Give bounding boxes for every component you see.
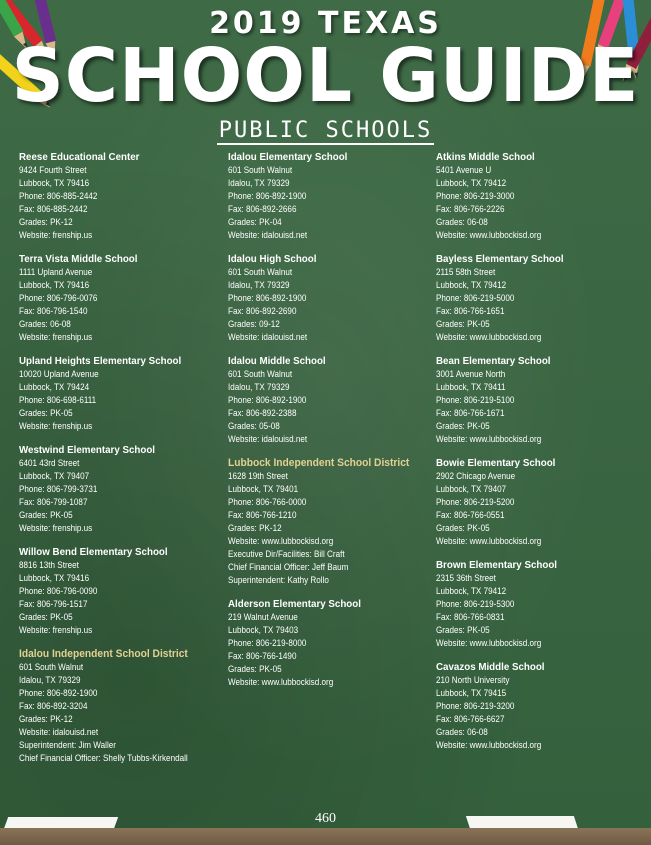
page-number: 460 <box>315 811 336 826</box>
section-subtitle: PUBLIC SCHOOLS <box>218 118 433 143</box>
fax-line: Fax: 806-892-3204 <box>19 701 88 711</box>
phone-line: Phone: 806-219-3000 <box>436 191 515 201</box>
street-address: 601 South Walnut <box>228 369 293 379</box>
street-address: 9424 Fourth Street <box>19 165 87 175</box>
website-line: Website: www.lubbockisd.org <box>228 677 334 687</box>
website-line: Website: frenship.us <box>19 523 93 533</box>
street-address: 8816 13th Street <box>19 560 79 570</box>
city-state-zip: Idalou, TX 79329 <box>228 382 290 392</box>
city-state-zip: Lubbock, TX 79401 <box>228 484 299 494</box>
city-state-zip: Lubbock, TX 79416 <box>19 280 90 290</box>
phone-line: Phone: 806-219-5300 <box>436 599 515 609</box>
school-name: Reese Educational Center <box>19 151 140 163</box>
school-entry <box>228 253 428 344</box>
grades-line: Grades: PK-05 <box>228 664 282 674</box>
detail-line: Chief Financial Officer: Shelly Tubbs-Kirkendall <box>19 753 188 763</box>
column-1 <box>19 151 219 776</box>
website-line: Website: www.lubbockisd.org <box>436 638 542 648</box>
fax-line: Fax: 806-885-2442 <box>19 204 88 214</box>
phone-line: Phone: 806-892-1900 <box>228 191 307 201</box>
website-line: Website: www.lubbockisd.org <box>436 740 542 750</box>
street-address: 601 South Walnut <box>228 165 293 175</box>
year-title: 2019 TEXAS <box>209 6 442 41</box>
school-name: Cavazos Middle School <box>436 661 545 673</box>
detail-line: Executive Dir/Facilities: Bill Craft <box>228 549 345 559</box>
fax-line: Fax: 806-766-1490 <box>228 651 297 661</box>
website-line: Website: frenship.us <box>19 625 93 635</box>
school-name: Bowie Elementary School <box>436 457 556 469</box>
grades-line: Grades: PK-12 <box>19 217 73 227</box>
grades-line: Grades: 06-08 <box>19 319 71 329</box>
district-name: Idalou Independent School District <box>19 648 188 660</box>
school-name: Willow Bend Elementary School <box>19 546 168 558</box>
grades-line: Grades: PK-05 <box>436 625 490 635</box>
grades-line: Grades: PK-12 <box>228 523 282 533</box>
street-address: 210 North University <box>436 675 510 685</box>
grades-line: Grades: PK-05 <box>19 510 73 520</box>
school-entry <box>228 598 428 689</box>
column-3 <box>436 151 636 763</box>
phone-line: Phone: 806-892-1900 <box>228 293 307 303</box>
school-name: Westwind Elementary School <box>19 444 156 456</box>
school-entry <box>19 253 219 344</box>
grades-line: Grades: PK-05 <box>436 523 490 533</box>
fax-line: Fax: 806-796-1540 <box>19 306 88 316</box>
school-name: Upland Heights Elementary School <box>19 355 182 367</box>
district-entry <box>228 457 428 587</box>
school-entry <box>19 151 219 242</box>
phone-line: Phone: 806-892-1900 <box>228 395 307 405</box>
fax-line: Fax: 806-796-1517 <box>19 599 88 609</box>
school-name: Bean Elementary School <box>436 355 551 367</box>
fax-line: Fax: 806-766-1651 <box>436 306 505 316</box>
website-line: Website: frenship.us <box>19 421 93 431</box>
street-address: 10020 Upland Avenue <box>19 369 99 379</box>
school-entry <box>19 444 219 535</box>
school-entry <box>436 253 636 344</box>
school-entry <box>19 546 219 637</box>
street-address: 2902 Chicago Avenue <box>436 471 516 481</box>
street-address: 2315 36th Street <box>436 573 496 583</box>
website-line: Website: www.lubbockisd.org <box>436 434 542 444</box>
column-2 <box>228 151 428 700</box>
school-name: Atkins Middle School <box>436 151 535 163</box>
street-address: 601 South Walnut <box>228 267 293 277</box>
website-line: Website: frenship.us <box>19 230 93 240</box>
school-entry <box>436 559 636 650</box>
street-address: 601 South Walnut <box>19 662 84 672</box>
city-state-zip: Lubbock, TX 79424 <box>19 382 90 392</box>
website-line: Website: frenship.us <box>19 332 93 342</box>
city-state-zip: Lubbock, TX 79412 <box>436 280 507 290</box>
street-address: 1111 Upland Avenue <box>19 267 93 277</box>
phone-line: Phone: 806-766-0000 <box>228 497 307 507</box>
fax-line: Fax: 806-892-2666 <box>228 204 297 214</box>
grades-line: Grades: PK-04 <box>228 217 282 227</box>
phone-line: Phone: 806-799-3731 <box>19 484 98 494</box>
street-address: 6401 43rd Street <box>19 458 80 468</box>
school-name: Idalou Middle School <box>228 355 326 367</box>
phone-line: Phone: 806-892-1900 <box>19 688 98 698</box>
district-entry <box>19 648 219 765</box>
phone-line: Phone: 806-796-0090 <box>19 586 98 596</box>
city-state-zip: Lubbock, TX 79415 <box>436 688 507 698</box>
website-line: Website: www.lubbockisd.org <box>436 536 542 546</box>
fax-line: Fax: 806-766-0551 <box>436 510 505 520</box>
phone-line: Phone: 806-219-5200 <box>436 497 515 507</box>
fax-line: Fax: 806-766-1671 <box>436 408 505 418</box>
fax-line: Fax: 806-799-1087 <box>19 497 88 507</box>
city-state-zip: Lubbock, TX 79407 <box>19 471 90 481</box>
phone-line: Phone: 806-796-0076 <box>19 293 98 303</box>
fax-line: Fax: 806-892-2388 <box>228 408 297 418</box>
school-entry <box>19 355 219 433</box>
phone-line: Phone: 806-219-3200 <box>436 701 515 711</box>
fax-line: Fax: 806-766-2226 <box>436 204 505 214</box>
city-state-zip: Lubbock, TX 79407 <box>436 484 507 494</box>
grades-line: Grades: PK-05 <box>436 319 490 329</box>
phone-line: Phone: 806-219-8000 <box>228 638 307 648</box>
city-state-zip: Lubbock, TX 79403 <box>228 625 299 635</box>
grades-line: Grades: 06-08 <box>436 217 488 227</box>
phone-line: Phone: 806-698-6111 <box>19 395 97 405</box>
street-address: 5401 Avenue U <box>436 165 492 175</box>
street-address: 1628 19th Street <box>228 471 288 481</box>
grades-line: Grades: PK-05 <box>19 612 73 622</box>
website-line: Website: idalouisd.net <box>228 434 308 444</box>
website-line: Website: www.lubbockisd.org <box>228 536 334 546</box>
school-entry <box>228 151 428 242</box>
city-state-zip: Idalou, TX 79329 <box>228 280 290 290</box>
city-state-zip: Lubbock, TX 79416 <box>19 573 90 583</box>
fax-line: Fax: 806-766-0831 <box>436 612 505 622</box>
fax-line: Fax: 806-892-2690 <box>228 306 297 316</box>
school-name: Terra Vista Middle School <box>19 253 138 265</box>
website-line: Website: idalouisd.net <box>228 230 308 240</box>
grades-line: Grades: 05-08 <box>228 421 280 431</box>
street-address: 2115 58th Street <box>436 267 496 277</box>
grades-line: Grades: PK-05 <box>19 408 73 418</box>
school-name: Bayless Elementary School <box>436 253 564 265</box>
city-state-zip: Idalou, TX 79329 <box>19 675 81 685</box>
grades-line: Grades: 09-12 <box>228 319 280 329</box>
grades-line: Grades: 06-08 <box>436 727 488 737</box>
fax-line: Fax: 806-766-6627 <box>436 714 505 724</box>
website-line: Website: www.lubbockisd.org <box>436 332 542 342</box>
school-entry <box>228 355 428 446</box>
detail-line: Superintendent: Kathy Rollo <box>228 575 329 585</box>
chalkboard-frame <box>0 828 651 845</box>
school-entry <box>436 151 636 242</box>
district-name: Lubbock Independent School District <box>228 457 410 469</box>
phone-line: Phone: 806-885-2442 <box>19 191 98 201</box>
school-entry <box>436 661 636 752</box>
school-name: Alderson Elementary School <box>228 598 361 610</box>
website-line: Website: idalouisd.net <box>19 727 99 737</box>
fax-line: Fax: 806-766-1210 <box>228 510 297 520</box>
detail-line: Superintendent: Jim Waller <box>19 740 116 750</box>
detail-line: Chief Financial Officer: Jeff Baum <box>228 562 349 572</box>
city-state-zip: Idalou, TX 79329 <box>228 178 290 188</box>
city-state-zip: Lubbock, TX 79412 <box>436 178 507 188</box>
school-entry <box>436 457 636 548</box>
school-name: Idalou High School <box>228 253 317 265</box>
phone-line: Phone: 806-219-5000 <box>436 293 515 303</box>
city-state-zip: Lubbock, TX 79412 <box>436 586 507 596</box>
website-line: Website: idalouisd.net <box>228 332 308 342</box>
street-address: 219 Walnut Avenue <box>228 612 298 622</box>
main-title: SCHOOL GUIDE <box>11 33 640 119</box>
city-state-zip: Lubbock, TX 79411 <box>436 382 506 392</box>
phone-line: Phone: 806-219-5100 <box>436 395 515 405</box>
school-entry <box>436 355 636 446</box>
school-name: Idalou Elementary School <box>228 151 348 163</box>
city-state-zip: Lubbock, TX 79416 <box>19 178 90 188</box>
street-address: 3001 Avenue North <box>436 369 506 379</box>
grades-line: Grades: PK-05 <box>436 421 490 431</box>
school-name: Brown Elementary School <box>436 559 558 571</box>
website-line: Website: www.lubbockisd.org <box>436 230 542 240</box>
grades-line: Grades: PK-12 <box>19 714 73 724</box>
